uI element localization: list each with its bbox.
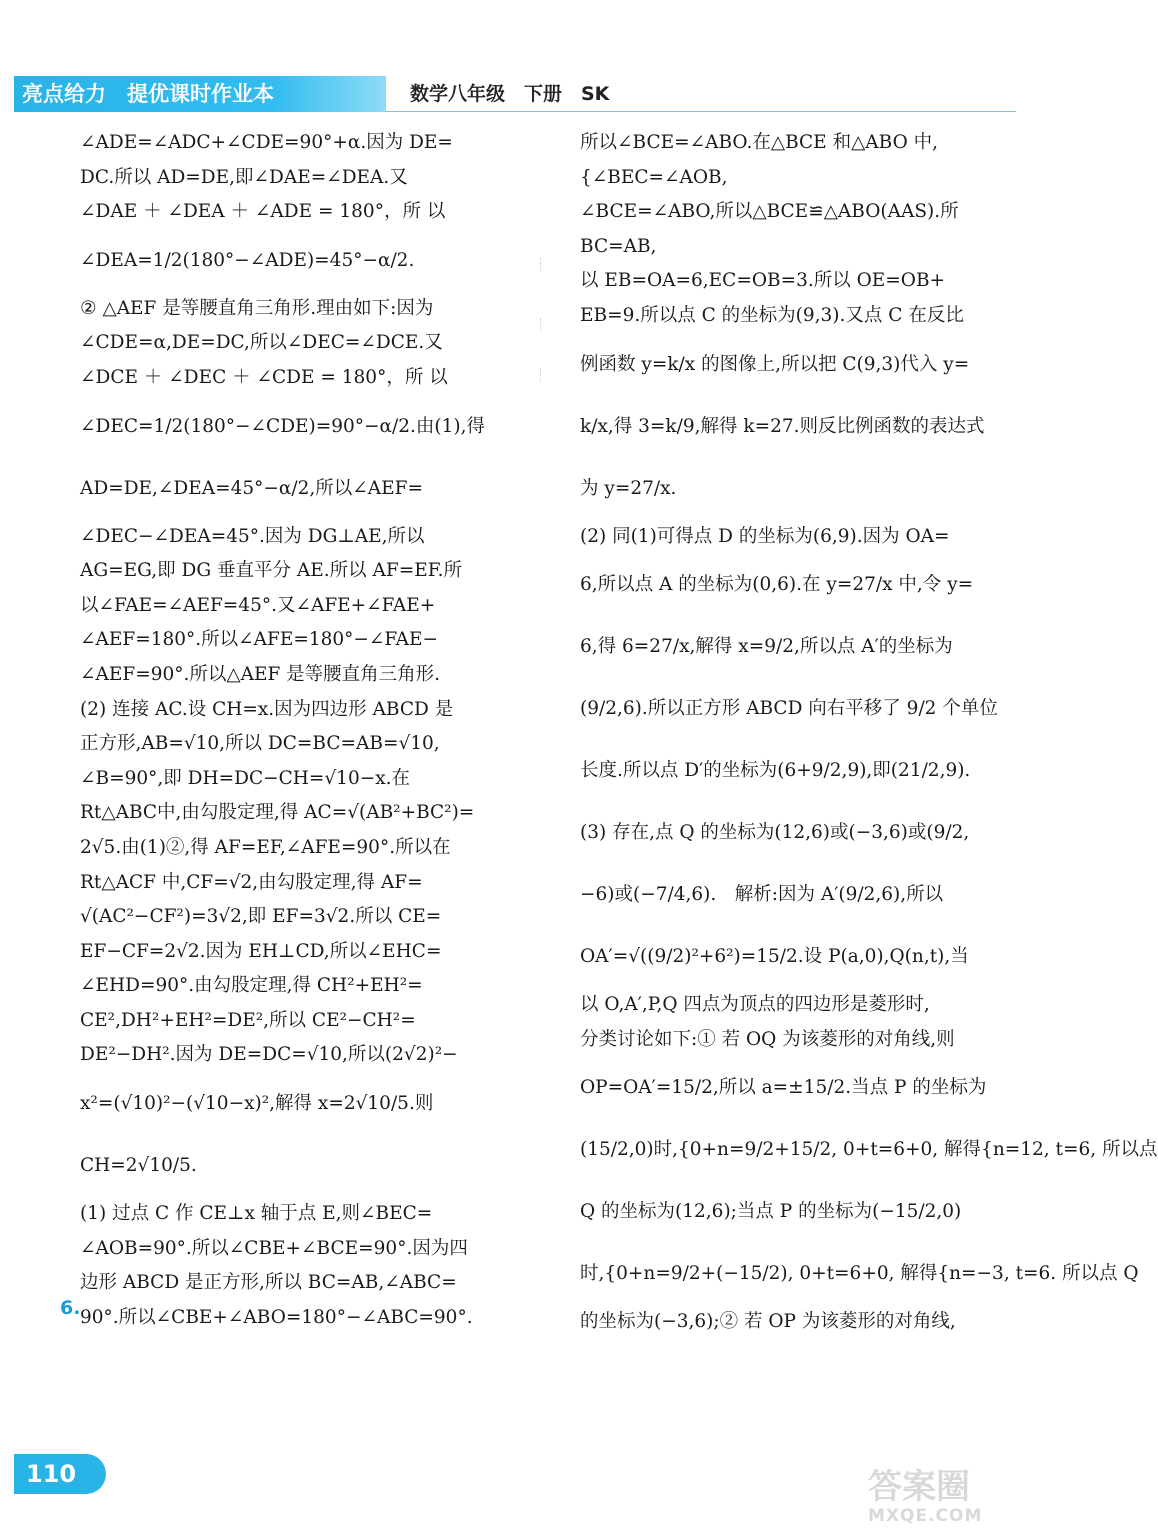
text-line: CE²,DH²+EH²=DE²,所以 CE²−CH²= [80,1009,416,1031]
right-column [580,126,1158,1340]
text-line: ∠BCE=∠ABO,所以△BCE≌△ABO(AAS).所 [580,201,959,223]
watermark-url: MXQE.COM [868,1506,983,1526]
text-line: 的坐标为(−3,6);② 若 OP 为该菱形的对角线, [580,1311,956,1333]
text-line: 边形 ABCD 是正方形,所以 BC=AB,∠ABC= [80,1272,457,1294]
text-line: ∠AEF=90°.所以△AEF 是等腰直角三角形. [80,663,441,685]
text-line: ② △AEF 是等腰直角三角形.理由如下:因为 [80,297,434,319]
text-line: 例函数 y=k/x 的图像上,所以把 C(9,3)代入 y= [580,353,970,375]
text-line: ∠DEA=1/2(180°−∠ADE)=45°−α/2. [80,249,415,271]
text-line: 6,所以点 A 的坐标为(0,6).在 y=27/x 中,令 y= [580,574,974,596]
text-line: ∠B=90°,即 DH=DC−CH=√10−x.在 [80,767,411,789]
text-line: OA′=√((9/2)²+6²)=15/2.设 P(a,0),Q(n,t),当 [580,946,969,968]
text-line: 分类讨论如下:① 若 OQ 为该菱形的对角线,则 [580,1028,955,1050]
text-line: ∠AEF=180°.所以∠AFE=180°−∠FAE− [80,629,439,651]
text-line: Rt△ABC中,由勾股定理,得 AC=√(AB²+BC²)= [80,802,475,824]
text-line: 所以∠BCE=∠ABO.在△BCE 和△ABO 中, [580,132,939,153]
text-line: (9/2,6).所以正方形 ABCD 向右平移了 9/2 个单位 [580,698,998,720]
text-line: ∠EHD=90°.由勾股定理,得 CH²+EH²= [80,975,423,997]
text-line: 为 y=27/x. [580,477,677,499]
text-line: 2√5.由(1)②,得 AF=EF,∠AFE=90°.所以在 [80,836,451,858]
text-line: AD=DE,∠DEA=45°−α/2,所以∠AEF= [80,477,423,499]
text-line: ∠AOB=90°.所以∠CBE+∠BCE=90°.因为四 [80,1237,468,1259]
text-line: 6,得 6=27/x,解得 x=9/2,所以点 A′的坐标为 [580,636,953,658]
text-line: {∠BEC=∠AOB, [580,166,728,188]
text-line: EB=9.所以点 C 的坐标为(9,3).又点 C 在反比 [580,304,964,326]
text-line: Rt△ACF 中,CF=√2,由勾股定理,得 AF= [80,871,423,893]
question-number: 6. [60,1297,81,1319]
text-line: (3) 存在,点 Q 的坐标为(12,6)或(−3,6)或(9/2, [580,822,970,844]
text-line: ∠CDE=α,DE=DC,所以∠DEC=∠DCE.又 [80,332,443,354]
text-line: 正方形,AB=√10,所以 DC=BC=AB=√10, [80,733,440,755]
text-line: x²=(√10)²−(√10−x)²,解得 x=2√10/5.则 [80,1093,434,1115]
text-line: DC.所以 AD=DE,即∠DAE=∠DEA.又 [80,166,408,188]
text-line: 长度.所以点 D′的坐标为(6+9/2,9),即(21/2,9). [580,760,971,782]
column-divider [540,368,542,382]
text-line: (2) 同(1)可得点 D 的坐标为(6,9).因为 OA= [580,525,950,547]
text-line: DE²−DH².因为 DE=DC=√10,所以(2√2)²− [80,1044,458,1066]
text-line: 时,{0+n=9/2+(−15/2), 0+t=6+0, 解得{n=−3, t=6. 所以点 Q [580,1263,1139,1285]
text-line: CH=2√10/5. [80,1155,197,1177]
text-line: ∠DEC=1/2(180°−∠CDE)=90°−α/2.由(1),得 [80,415,486,437]
watermark-logo [868,1468,1028,1528]
text-line: ∠DCE ＋ ∠DEC ＋ ∠CDE = 180°，所 以 [80,366,448,388]
column-divider [540,258,542,272]
text-line: AG=EG,即 DG 垂直平分 AE.所以 AF=EF.所 [80,560,463,582]
page-header [0,76,1045,112]
text-line: Q 的坐标为(12,6);当点 P 的坐标为(−15/2,0) [580,1201,962,1223]
text-line: √(AC²−CF²)=3√2,即 EF=3√2.所以 CE= [80,906,442,928]
text-line: ∠DAE ＋ ∠DEA ＋ ∠ADE = 180°，所 以 [80,201,446,223]
text-line: (2) 连接 AC.设 CH=x.因为四边形 ABCD 是 [80,698,454,720]
column-divider [540,318,542,332]
text-line: 以 O,A′,P,Q 四点为顶点的四边形是菱形时, [580,994,930,1016]
page-number: 110 [26,1460,77,1488]
text-line: 90°.所以∠CBE+∠ABO=180°−∠ABC=90°. [80,1306,473,1328]
text-line: OP=OA′=15/2,所以 a=±15/2.当点 P 的坐标为 [580,1077,987,1099]
text-line: 以∠FAE=∠AEF=45°.又∠AFE+∠FAE+ [80,594,436,616]
header-rule [386,111,1016,112]
text-line: ∠DEC−∠DEA=45°.因为 DG⊥AE,所以 [80,525,425,547]
text-line: k/x,得 3=k/9,解得 k=27.则反比例函数的表达式 [580,415,985,437]
text-line: ∠ADE=∠ADC+∠CDE=90°+α.因为 DE= [80,132,453,153]
text-line: (1) 过点 C 作 CE⊥x 轴于点 E,则∠BEC= [80,1203,433,1225]
text-line: 以 EB=OA=6,EC=OB=3.所以 OE=OB+ [580,270,946,292]
watermark-chinese: 答案圈 [868,1467,970,1507]
subject-grade: 数学八年级 下册 SK [410,83,610,105]
left-column [80,126,518,1335]
text-line: BC=AB, [580,235,657,257]
text-line: −6)或(−7/4,6). 解析:因为 A′(9/2,6),所以 [580,884,944,906]
text-line: (15/2,0)时,{0+n=9/2+15/2, 0+t=6+0, 解得{n=12, t=6, 所以点 [580,1139,1158,1161]
text-line: EF−CF=2√2.因为 EH⊥CD,所以∠EHC= [80,940,442,962]
series-title: 亮点给力 提优课时作业本 [22,82,274,106]
